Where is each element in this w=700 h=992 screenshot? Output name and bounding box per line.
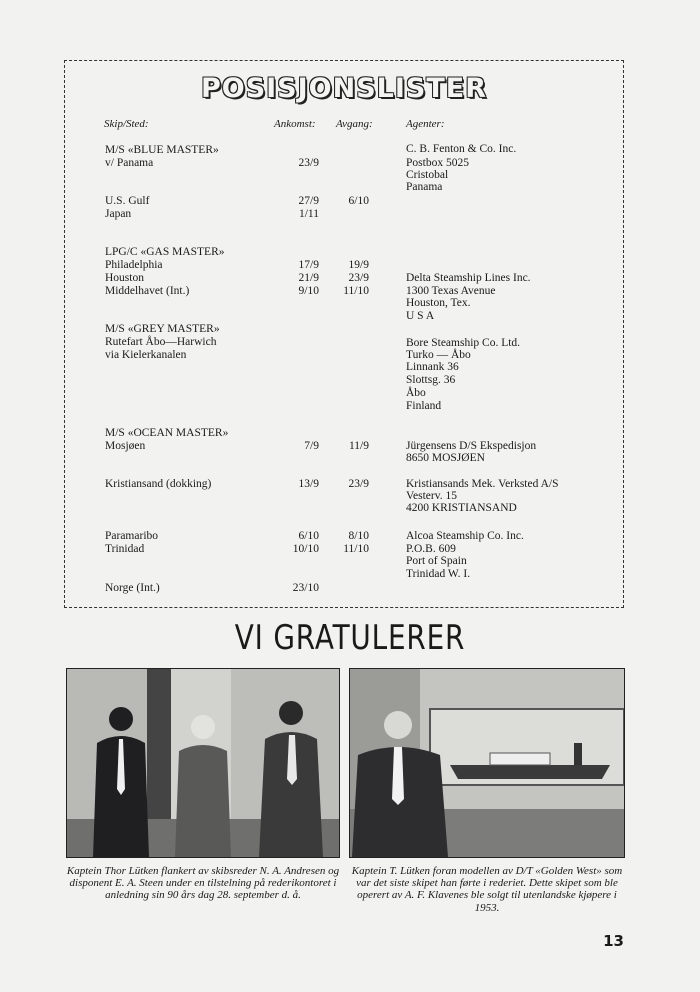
photo-three-men — [66, 668, 340, 858]
row-agent: Delta Steamship Lines Inc. — [406, 272, 531, 284]
row-departure: 11/10 — [343, 285, 369, 297]
row-agent: Trinidad W. I. — [406, 568, 471, 580]
page-title: POSISJONSLISTER — [200, 73, 488, 104]
row-agent: Postbox 5025 — [406, 157, 469, 169]
row-arrival: 6/10 — [298, 530, 319, 542]
row-departure: 23/9 — [348, 272, 369, 284]
header-ankomst: Ankomst: — [274, 118, 316, 130]
row-departure: 6/10 — [348, 195, 369, 207]
page-number: 13 — [603, 932, 624, 950]
row-agent: Port of Spain — [406, 555, 467, 567]
row-agent: U S A — [406, 310, 435, 322]
row-place: U.S. Gulf — [105, 195, 150, 207]
row-agent: Linnank 36 — [406, 361, 459, 373]
row-arrival: 9/10 — [298, 285, 319, 297]
row-departure: 8/10 — [348, 530, 369, 542]
row-arrival: 23/9 — [298, 157, 319, 169]
row-departure: 11/10 — [343, 543, 369, 555]
row-arrival: 27/9 — [298, 195, 319, 207]
row-agent: Slottsg. 36 — [406, 374, 456, 386]
header-agenter: Agenter: — [406, 118, 445, 130]
row-arrival: 7/9 — [304, 440, 319, 452]
row-place: Kristiansand (dokking) — [105, 478, 212, 490]
row-place: Trinidad — [105, 543, 145, 555]
row-place: LPG/C «GAS MASTER» — [105, 246, 225, 258]
row-agent: Jürgensens D/S Ekspedisjon — [406, 440, 537, 452]
row-agent: 8650 MOSJØEN — [406, 452, 485, 464]
row-agent: Finland — [406, 400, 442, 412]
row-departure: 23/9 — [348, 478, 369, 490]
row-agent: Cristobal — [406, 169, 449, 181]
row-agent: Bore Steamship Co. Ltd. — [406, 337, 521, 349]
row-arrival: 23/10 — [292, 582, 319, 594]
row-agent: Kristiansands Mek. Verksted A/S — [406, 478, 559, 490]
row-agent: Panama — [406, 181, 443, 193]
row-place: M/S «GREY MASTER» — [105, 323, 220, 335]
row-departure: 11/9 — [348, 440, 369, 452]
row-agent: Alcoa Steamship Co. Inc. — [406, 530, 524, 542]
row-arrival: 17/9 — [298, 259, 319, 271]
row-place: Houston — [105, 272, 144, 284]
caption-left: Kaptein Thor Lütken flankert av skibsreder N. A. Andresen og disponent E. A. Steen under en tilstelning på rederikontoret i anledning sin 90 års dag 28. september d. å. — [66, 865, 340, 902]
row-agent: Åbo — [406, 387, 426, 399]
row-place: via Kielerkanalen — [105, 349, 187, 361]
row-place: M/S «OCEAN MASTER» — [105, 427, 229, 439]
photo-captain-with-ship-model — [349, 668, 625, 858]
row-place: Mosjøen — [105, 440, 146, 452]
caption-right: Kaptein T. Lütken foran modellen av D/T «Golden West» som var det siste skipet han førte i rederiet. Dette skipet som ble operert av A. F. Klavenes ble solgt til utenlandske kjøpere i 1953. — [351, 865, 623, 914]
row-arrival: 21/9 — [298, 272, 319, 284]
congrats-heading: VI GRATULERER — [234, 618, 466, 658]
row-departure: 19/9 — [348, 259, 369, 271]
row-agent: C. B. Fenton & Co. Inc. — [406, 143, 517, 155]
row-place: Norge (Int.) — [105, 582, 160, 594]
row-agent: Vesterv. 15 — [406, 490, 457, 502]
row-arrival: 10/10 — [292, 543, 319, 555]
row-agent: P.O.B. 609 — [406, 543, 456, 555]
row-agent: 4200 KRISTIANSAND — [406, 502, 517, 514]
row-arrival: 1/11 — [298, 208, 319, 220]
row-place: Paramaribo — [105, 530, 159, 542]
row-place: Philadelphia — [105, 259, 163, 271]
row-place: v/ Panama — [105, 157, 154, 169]
row-agent: Houston, Tex. — [406, 297, 471, 309]
row-place: Middelhavet (Int.) — [105, 285, 190, 297]
row-agent: 1300 Texas Avenue — [406, 285, 496, 297]
row-place: Japan — [105, 208, 132, 220]
header-skip: Skip/Sted: — [104, 118, 149, 130]
row-arrival: 13/9 — [298, 478, 319, 490]
row-place: M/S «BLUE MASTER» — [105, 144, 219, 156]
header-avgang: Avgang: — [336, 118, 373, 130]
row-place: Rutefart Åbo—Harwich — [105, 336, 217, 348]
row-agent: Turko — Åbo — [406, 349, 471, 361]
